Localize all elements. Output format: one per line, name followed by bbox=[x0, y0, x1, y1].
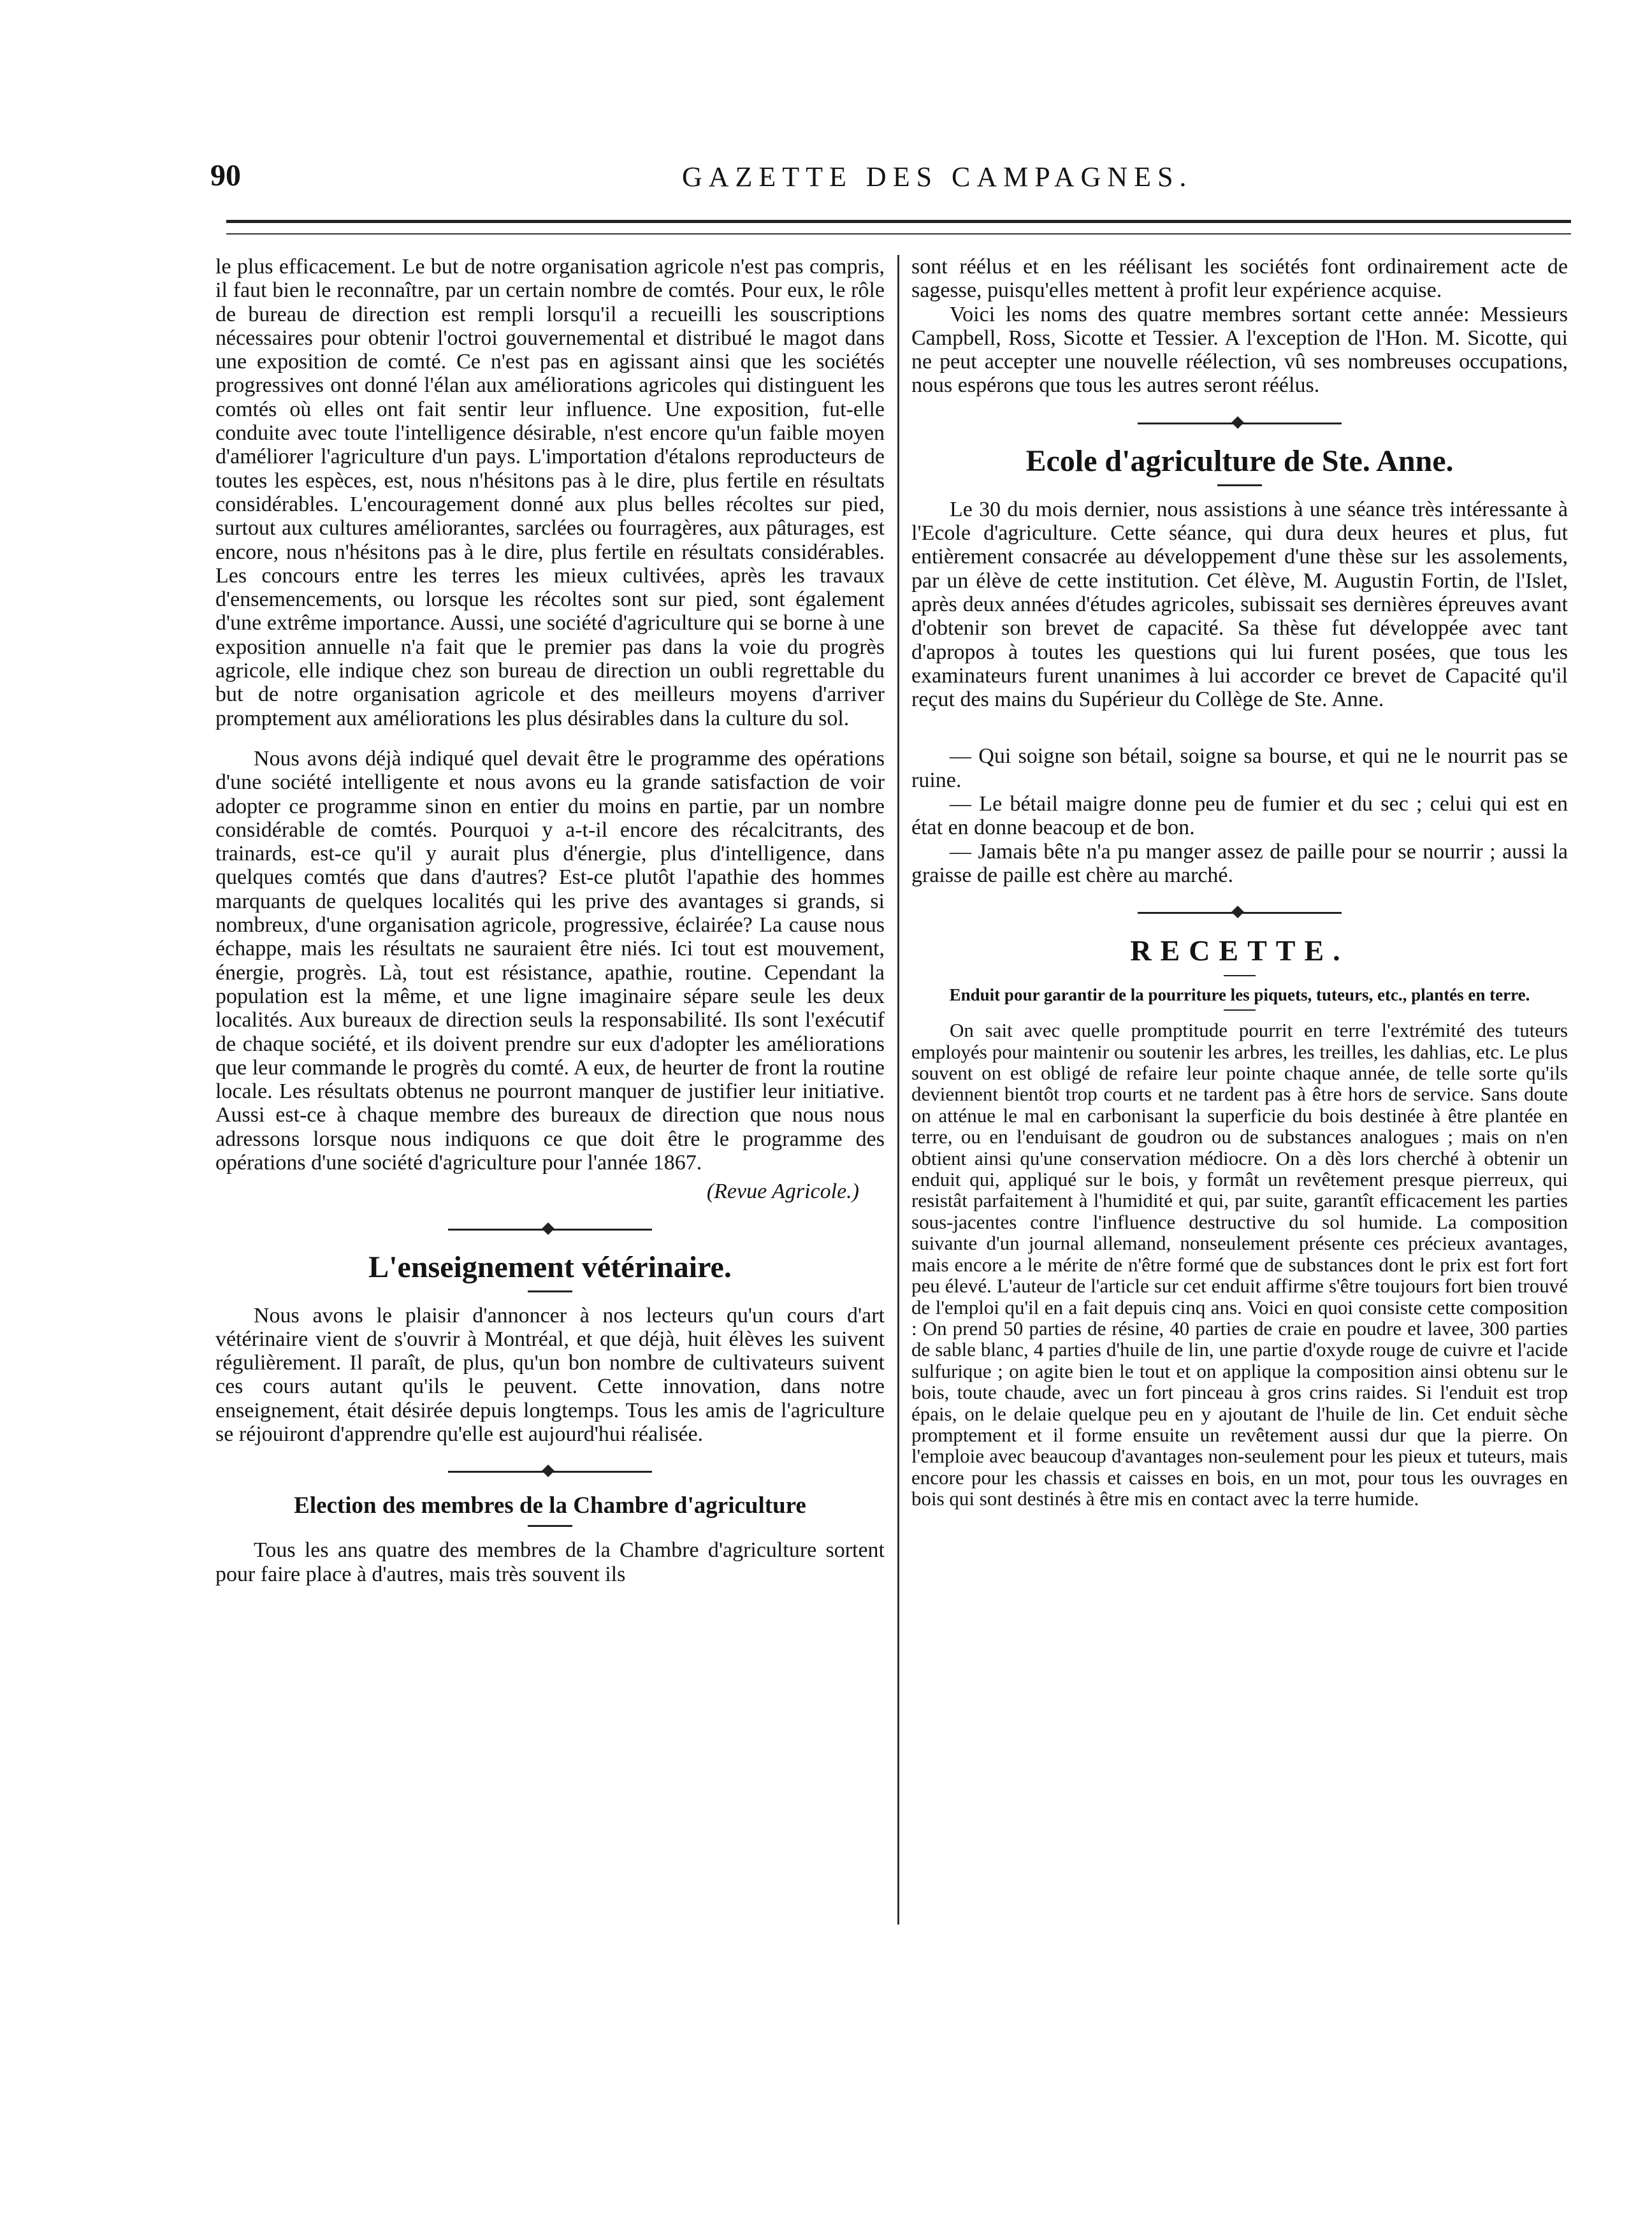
page-number: 90 bbox=[210, 159, 241, 192]
recipe-subtitle: Enduit pour garantir de la pourriture les piquets, tuteurs, etc., plantés en terre. bbox=[949, 985, 1530, 1005]
article-paragraph: Nous avons déjà indiqué quel devait être le programme des opérations d'une société intelligente et nous avons eu la grande satisfaction de voir adopter ce programme sinon en entier du moins en partie, par un nombre considérable de comtés. Pourquoi y a-t-il encore des récalcitrants, des trainards, est-ce qu'il y aurait plus d'énergie, plus d'intelligence, dans quelques comtés que dans d'autres? Est-ce plutôt l'apathie des hommes marquants de quelques localités qui les prive des avantages si grands, si nombreux, d'une organisation agricole, progressive, éclairée? La cause nous échappe, mais les résultats ne sauraient être niés. Ici tout est mouvement, énergie, progrès. Là, tout est résistance, apathie, routine. Cependant la population est la même, et une ligne imaginaire sépare seule les deux localités. Aux bureaux de direction seuls la responsabilité. Ils sont l'exécutif de chaque société, et ils doivent prendre sur eux d'adopter les améliorations que leur commande le progrès du comté. A eux, de heurter de front la routine locale. Les résultats obtenus ne pourront manquer de justifier leur initiative. Aussi est-ce à chaque membre des bureaux de direction que nous nous adressons lorsque nous indiquons ce que doit être le programme des opérations d'une société d'agriculture pour l'année 1867. bbox=[215, 746, 885, 1174]
section-divider bbox=[1138, 416, 1342, 431]
page-header bbox=[210, 158, 1581, 196]
article-paragraph: Tous les ans quatre des membres de la Chambre d'agriculture sortent pour faire place à d'autres, mais très souvent ils bbox=[215, 1538, 885, 1586]
heading-veterinary-teaching: L'enseignement vétérinaire. bbox=[368, 1250, 732, 1284]
heading-dash bbox=[528, 1525, 572, 1527]
article-paragraph: sont réélus et en les réélisant les sociétés font ordinairement acte de sagesse, puisqu'elles mettent à profit leur expérience acquise. bbox=[911, 255, 1568, 303]
section-divider bbox=[1138, 905, 1342, 920]
article-paragraph: Voici les noms des quatre membres sortant cette année: Messieurs Campbell, Ross, Sicotte et Tessier. A l'exception de l'Hon. M. Sicotte, qui ne peut accepter une nouvelle réélection, vû ses nombreuses occupations, nous espérons que tous les autres seront réélus. bbox=[911, 302, 1568, 398]
recipe-paragraph: On sait avec quelle promptitude pourrit en terre l'extrémité des tuteurs employés pour maintenir ou soutenir les arbres, les treilles, les dahlias, etc. Le plus souvent on est obligé de refaire leur pointe chaque année, de telle sorte qu'ils deviennent bientôt trop courts et ne tardent pas à être hors de service. Sans doute on atténue le mal en carbonisant la superficie du bois destinée à être plantée en terre, ou en l'enduisant de goudron ou de substances analogues ; mais on n'en obtient ainsi qu'une conservation médiocre. On a dès lors cherché à obtenir un enduit qui, appliqué sur le bois, y formât un revêtement presque pierreux, qui resistât parfaitement à l'humidité et qui, par suite, garantît efficacement les parties sous-jacentes contre l'influence destructive du sol humide. La composition suivante d'un journal allemand, nonseulement présente ces précieux avantages, mais encore a le mérite de n'être formé que de substances dont le prix est fort fort peu élevé. L'auteur de l'article sur cet enduit affirme s'être toujours fort bien trouvé de l'emploi qu'il en a fait depuis cinq ans. Voici en quoi consiste cette composition : On prend 50 parties de résine, 40 parties de craie en poudre et lavee, 300 parties de sable blanc, 4 parties d'huile de lin, une partie d'oxyde rouge de cuivre et l'acide sulfurique ; on agite bien le tout et on applique la composition ainsi obtenu sur le bois, toute chaude, avec un fort pinceau à gros crins raides. Si l'enduit est trop épais, on le delaie quelque peu en y ajoutant de l'huile de lin. Cet enduit sèche promptement et il forme ensuite un revêtement aussi dur que la pierre. On l'emploie avec beaucoup d'avantages non-seulement pour les pieux et tuteurs, mais encore pour les chassis et caisses en bois, en un mot, pour tous les ouvrages en bois qui sont destinés à être mis en contact avec la terre humide. bbox=[911, 1019, 1568, 1510]
heading-recipe: RECETTE. bbox=[1130, 934, 1349, 967]
column-divider bbox=[897, 255, 899, 1925]
heading-dash bbox=[1224, 1009, 1256, 1011]
article-paragraph: Nous avons le plaisir d'annoncer à nos lecteurs qu'un cours d'art vétérinaire vient de s'ouvrir à Montréal, et que déjà, huit élèves les suivent régulièrement. Il paraît, de plus, qu'un bon nombre de cultivateurs suivent ces cours autant qu'ils le peuvent. Cette innovation, dans notre enseignement, était désirée depuis longtemps. Tous les amis de l'agriculture se réjouiront d'apprendre qu'elle est aujourd'hui réalisée. bbox=[215, 1303, 885, 1447]
left-column bbox=[215, 255, 885, 1586]
heading-dash bbox=[1217, 484, 1262, 486]
maxim: — Jamais bête n'a pu manger assez de paille pour se nourrir ; aussi la graisse de paille est chère au marché. bbox=[911, 839, 1568, 887]
running-title: GAZETTE DES CAMPAGNES. bbox=[682, 161, 1193, 192]
maxim: — Le bétail maigre donne peu de fumier et du sec ; celui qui est en état en donne beacoup et de bon. bbox=[911, 792, 1568, 840]
header-double-rule bbox=[226, 220, 1571, 235]
article-paragraph: le plus efficacement. Le but de notre organisation agricole n'est pas compris, il faut bien le reconnaître, par un certain nombre de comtés. Pour eux, le rôle de bureau de direction est rempli lorsqu'il a recueilli les souscriptions nécessaires pour obtenir l'octroi gouvernemental et distribué le magot dans une exposition de comté. Ce n'est pas en agissant ainsi que les sociétés progressives ont donné l'élan aux améliorations agricoles qui distinguent les comtés où elles ont fait sentir leur influence. Une exposition, fut-elle conduite avec toute l'intelligence désirable, n'est encore qu'un faible moyen d'améliorer l'agriculture d'un pays. L'importation d'étalons reproducteurs de toutes les espèces, est, nous n'hésitons pas à le dire, plus fertile en résultats considérables. L'encouragement donné aux plus belles récoltes sur pied, surtout aux cultures améliorantes, sarclées ou fourragères, aux pâturages, est encore, nous n'hésitons pas à le dire, plus fertile en résultats considérables. Les concours entre les terres les mieux cultivées, après les travaux d'ensemencements, ou lorsque les récoltes sont sur pied, sont également d'une extrême importance. Aussi, une société d'agriculture qui se borne à une exposition annuelle n'a fait que le premier pas dans la voie du progrès agricole, elle indique chez son bureau de direction un oubli regrettable du but de notre organisation agricole et des meilleurs moyens d'arriver promptement aux améliorations les plus désirables dans la culture du sol. bbox=[215, 255, 885, 730]
heading-chamber-election: Election des membres de la Chambre d'agriculture bbox=[294, 1492, 806, 1519]
right-column bbox=[911, 255, 1568, 1510]
section-divider bbox=[448, 1464, 652, 1479]
article-paragraph: Le 30 du mois dernier, nous assistions à une séance très intéressante à l'Ecole d'agriculture. Cette séance, qui dura deux heures et plus, fut entièrement consacrée au développement d'une thèse sur les assolements, par un élève de cette institution. Cet élève, M. Augustin Fortin, de l'Islet, après deux années d'études agricoles, subissait ses dernières épreuves avant d'obtenir son brevet de capacité. Sa thèse fut développée avec tant d'apropos à toutes les questions qui lui furent posées, que tous les examinateurs furent unanimes à lui accorder ce brevet de Capacité qu'il reçut des mains du Supérieur du Collège de Ste. Anne. bbox=[911, 497, 1568, 712]
maxim: — Qui soigne son bétail, soigne sa bourse, et qui ne le nourrit pas se ruine. bbox=[911, 744, 1568, 792]
section-divider bbox=[448, 1222, 652, 1237]
heading-dash bbox=[1224, 975, 1256, 976]
source-citation: (Revue Agricole.) bbox=[706, 1180, 859, 1204]
heading-dash bbox=[528, 1290, 572, 1292]
heading-ste-anne-school: Ecole d'agriculture de Ste. Anne. bbox=[1025, 444, 1454, 478]
